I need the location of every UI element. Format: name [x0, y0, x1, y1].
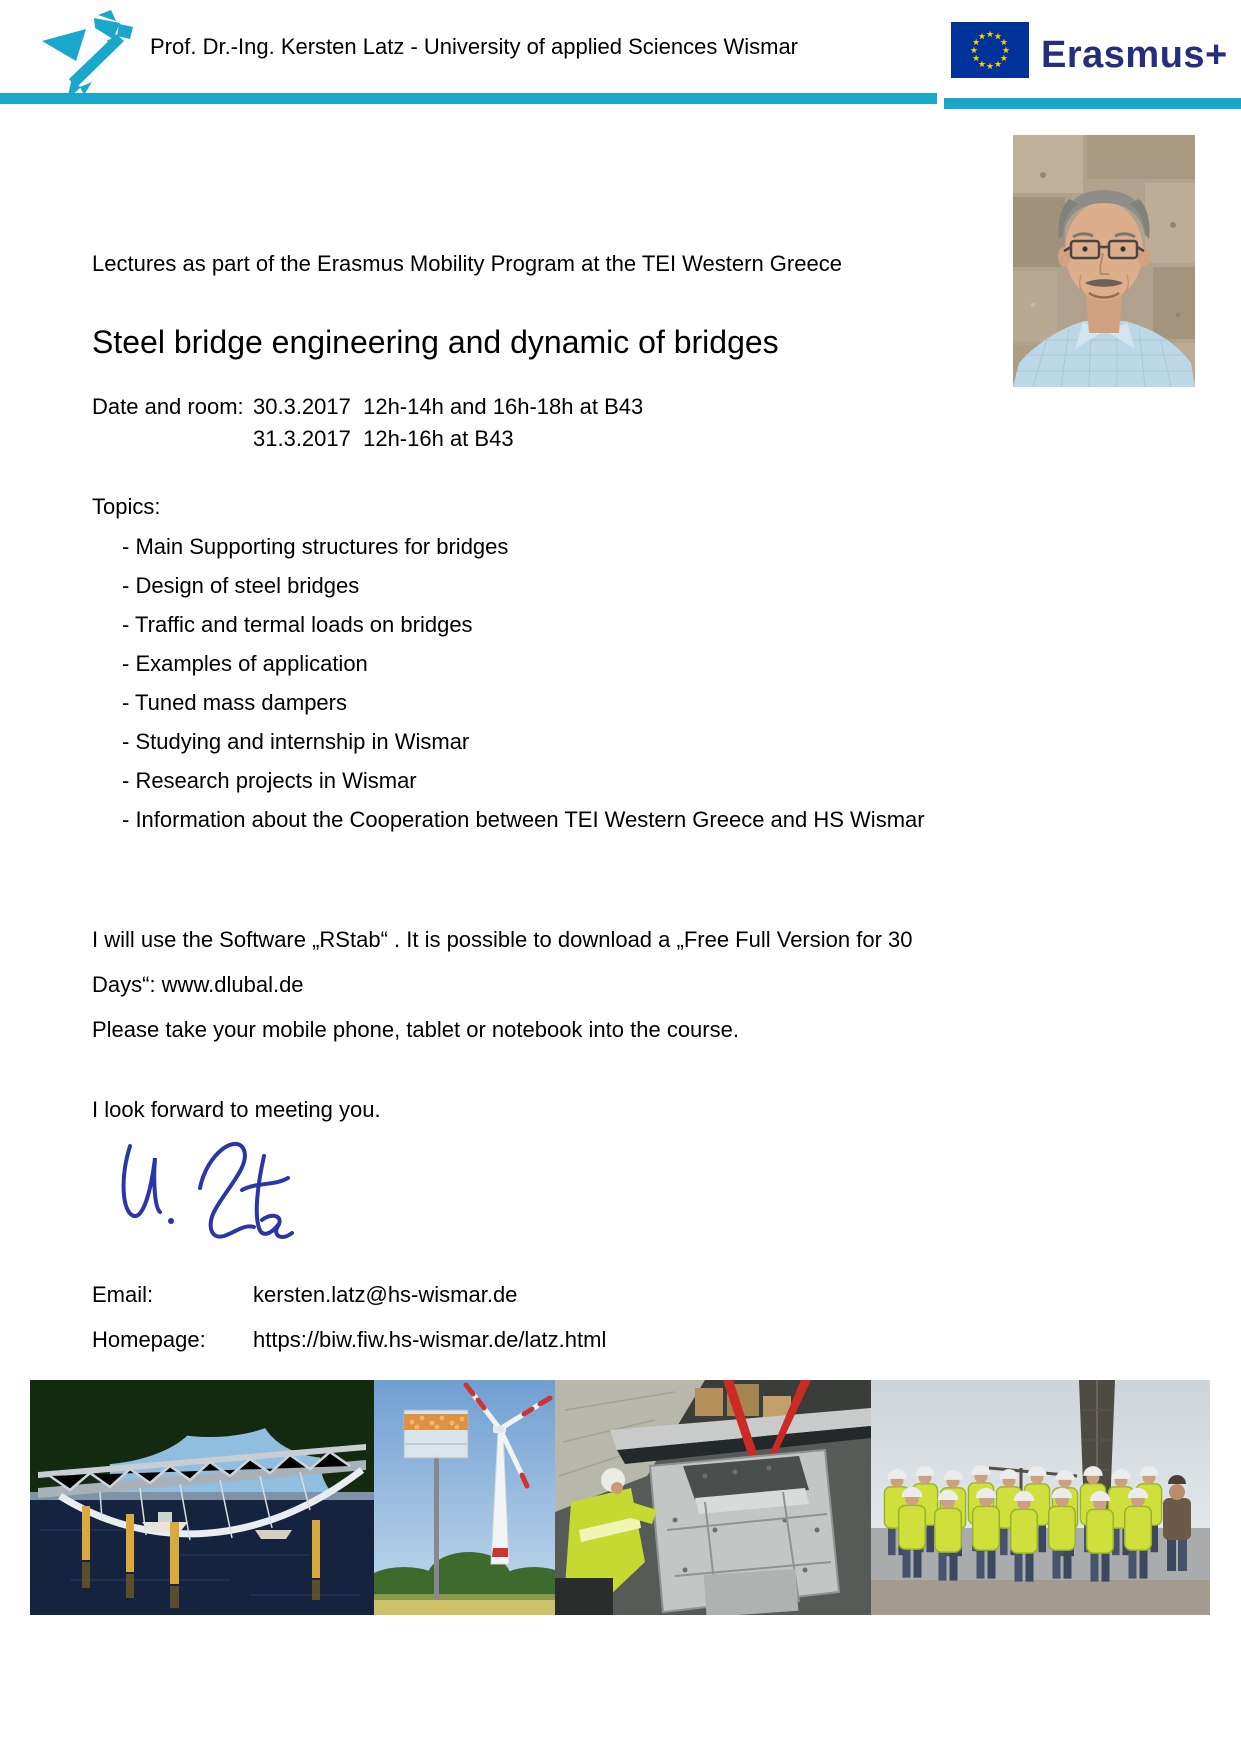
header-affiliation: Prof. Dr.-Ing. Kersten Latz - University of applied Sciences Wismar [150, 34, 799, 59]
schedule-row-2 [92, 425, 514, 452]
topic-item: - Studying and internship in Wismar [122, 729, 470, 754]
photo-wind-turbine [374, 1380, 555, 1615]
device-note: Please take your mobile phone, tablet or notebook into the course. [92, 1017, 739, 1042]
software-note-line-2: Days“: www.dlubal.de [92, 972, 304, 997]
homepage-label: Homepage: [92, 1327, 206, 1352]
photo-lifting-works [555, 1380, 871, 1615]
topic-item: - Examples of application [122, 651, 368, 676]
photo-footbridge [30, 1380, 374, 1615]
email-row [92, 1281, 517, 1308]
topic-item: - Research projects in Wismar [122, 768, 417, 793]
header-rule-right [944, 98, 1241, 109]
page-title: Steel bridge engineering and dynamic of bridges [92, 324, 779, 360]
topic-item: - Tuned mass dampers [122, 690, 347, 715]
topics-heading: Topics: [92, 494, 161, 519]
topic-item: - Main Supporting structures for bridges [122, 534, 509, 559]
closing-line: I look forward to meeting you. [92, 1097, 381, 1122]
intro-line: Lectures as part of the Erasmus Mobility Program at the TEI Western Greece [92, 251, 842, 276]
topic-item: - Design of steel bridges [122, 573, 360, 598]
header-rule-main [0, 93, 937, 104]
handwritten-signature [112, 1128, 312, 1253]
topic-item: - Traffic and termal loads on bridges [122, 612, 473, 637]
schedule-line-2: 31.3.2017 12h-16h at B43 [253, 426, 514, 451]
email-label: Email: [92, 1282, 154, 1307]
topics-list [122, 534, 925, 846]
schedule-line-1: 30.3.2017 12h-14h and 16h-18h at B43 [253, 394, 644, 419]
homepage-value[interactable]: https://biw.fiw.hs-wismar.de/latz.html [253, 1327, 607, 1352]
eu-flag-icon [951, 22, 1029, 78]
schedule-row-1 [92, 393, 643, 420]
homepage-row [92, 1326, 606, 1353]
schedule-label: Date and room: [92, 394, 244, 419]
erasmus-logo-block [935, 8, 1241, 98]
hs-wismar-logo [36, 8, 136, 100]
portrait-photo [1013, 135, 1195, 387]
photo-group [871, 1380, 1210, 1615]
topic-item: - Information about the Cooperation between TEI Western Greece and HS Wismar [122, 807, 925, 832]
software-note-line-1: I will use the Software „RStab“ . It is possible to download a „Free Full Version for 30 [92, 927, 913, 952]
email-value[interactable]: kersten.latz@hs-wismar.de [253, 1282, 518, 1307]
erasmus-wordmark: Erasmus+ [1041, 34, 1228, 76]
